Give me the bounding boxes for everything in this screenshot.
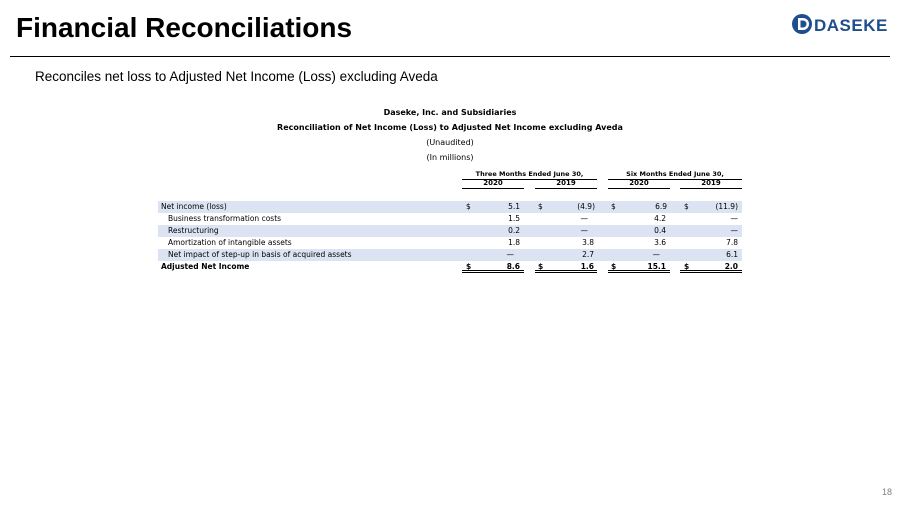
year-header-3m-2019: 2019: [535, 179, 597, 189]
value-6m-2020: 0.4: [654, 226, 666, 235]
value-3m-2020: 1.5: [508, 214, 520, 223]
slide-subtitle: Reconciles net loss to Adjusted Net Income (Loss) excluding Aveda: [35, 69, 438, 84]
value-3m-2020: 1.8: [508, 238, 520, 247]
logo-text: DASEKE: [814, 16, 888, 35]
value-3m-2019: —: [580, 214, 588, 223]
row-label: Business transformation costs: [168, 214, 282, 223]
value-6m-2020: 6.9: [655, 202, 667, 211]
value-3m-2019: (4.9): [577, 202, 595, 211]
table-row-restructuring: [158, 225, 742, 237]
row-label: Adjusted Net Income: [161, 262, 250, 271]
daseke-logo: [790, 10, 895, 38]
currency-sign: $: [684, 262, 690, 271]
table-row-amortization: [158, 237, 742, 249]
currency-sign: $: [466, 202, 471, 211]
value-6m-2020: 15.1: [647, 262, 666, 271]
value-6m-2019: 7.8: [726, 238, 738, 247]
value-6m-2019: (11.9): [715, 202, 738, 211]
title-divider: [10, 56, 890, 57]
year-header-6m-2020: 2020: [608, 179, 670, 189]
daseke-logo-mark: [790, 10, 895, 38]
currency-sign: $: [684, 202, 689, 211]
table-row-business-transformation: [158, 213, 742, 225]
value-6m-2020: 4.2: [654, 214, 666, 223]
value-3m-2019: 3.8: [582, 238, 594, 247]
total-cell-3m-2019: [535, 261, 597, 273]
table-title: Reconciliation of Net Income (Loss) to Adjusted Net Income excluding Aveda: [277, 123, 623, 132]
row-label: Net income (loss): [161, 202, 227, 211]
value-3m-2020: 5.1: [508, 202, 520, 211]
value-3m-2019: —: [580, 226, 588, 235]
total-cell-3m-2020: [462, 261, 524, 273]
table-units: (In millions): [426, 153, 474, 162]
currency-sign: $: [611, 262, 617, 271]
table-row-adjusted-net-income: [158, 261, 742, 273]
currency-sign: $: [466, 262, 472, 271]
slide-title: Financial Reconciliations: [16, 12, 353, 43]
period-header-three-months: Three Months Ended June 30,: [462, 170, 597, 180]
value-3m-2019: 2.7: [582, 250, 594, 259]
value-6m-2019: 2.0: [724, 262, 738, 271]
value-6m-2019: —: [730, 214, 738, 223]
year-header-6m-2019: 2019: [680, 179, 742, 189]
value-3m-2020: 0.2: [508, 226, 520, 235]
table-company: Daseke, Inc. and Subsidiaries: [383, 108, 517, 117]
total-cell-6m-2020: [608, 261, 670, 273]
value-3m-2019: 1.6: [580, 262, 594, 271]
currency-sign: $: [538, 262, 544, 271]
total-cell-6m-2019: [680, 261, 742, 273]
row-label: Restructuring: [168, 226, 219, 235]
currency-sign: $: [538, 202, 543, 211]
table-row-step-up-basis: [158, 249, 742, 261]
value-6m-2020: —: [652, 250, 660, 259]
row-label: Net impact of step-up in basis of acquired assets: [168, 250, 352, 259]
row-label: Amortization of intangible assets: [168, 238, 292, 247]
value-6m-2019: 6.1: [726, 250, 738, 259]
period-header-six-months: Six Months Ended June 30,: [608, 170, 742, 180]
currency-sign: $: [611, 202, 616, 211]
page-number: 18: [881, 487, 892, 497]
value-3m-2020: 8.6: [506, 262, 520, 271]
value-6m-2020: 3.6: [654, 238, 666, 247]
table-unaudited: (Unaudited): [426, 138, 474, 147]
table-row-net-income: [158, 201, 742, 213]
year-header-3m-2020: 2020: [462, 179, 524, 189]
value-3m-2020: —: [506, 250, 514, 259]
value-6m-2019: —: [730, 226, 738, 235]
